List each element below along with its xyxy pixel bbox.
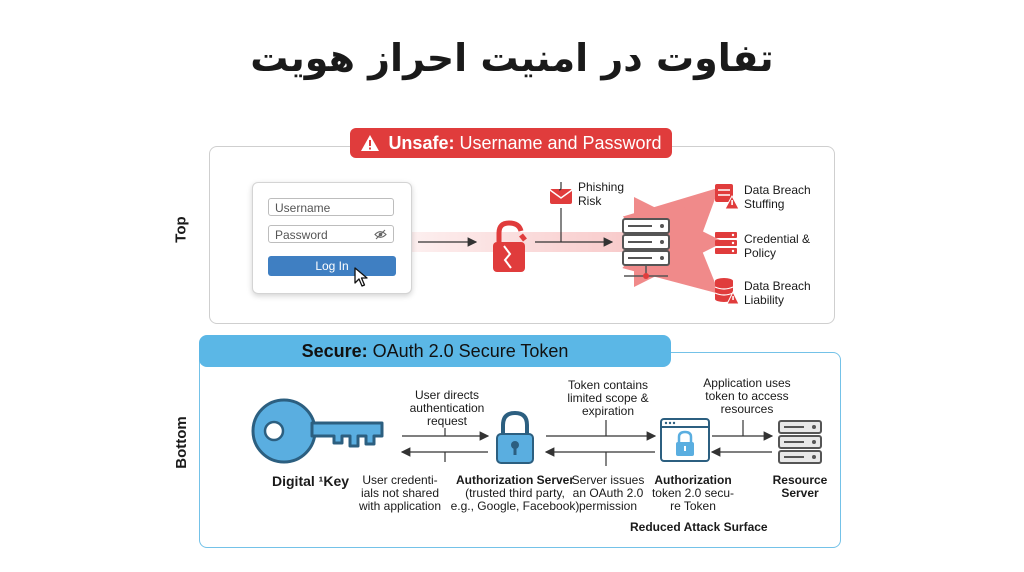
app-uses-line-3: resources xyxy=(720,402,774,416)
user-credentials-line-1: User credenti- xyxy=(362,473,438,487)
token-contains-label xyxy=(556,379,660,418)
auth-server-sub-2: e.g., Google, Facebook) xyxy=(450,499,580,513)
side-label-bottom: Bottom xyxy=(172,416,190,469)
secure-banner-text: OAuth 2.0 Secure Token xyxy=(367,340,569,361)
auth-token-sub-1: token 2.0 secu- xyxy=(651,486,735,500)
user-credentials-line-3: with application xyxy=(358,499,442,513)
token-contains-line-1: Token contains xyxy=(567,378,649,392)
phishing-line-1: Phishing xyxy=(578,180,625,194)
risk-2-line-2: Policy xyxy=(744,246,777,260)
reduced-attack-label: Reduced Attack Surface xyxy=(630,520,768,534)
secure-banner-strong: Secure: xyxy=(301,340,368,361)
server-issues-line-3: permission xyxy=(578,499,638,513)
phishing-line-2: Risk xyxy=(578,194,602,208)
auth-server-sub-1: (trusted third party, xyxy=(465,486,565,500)
side-label-top: Top xyxy=(172,216,190,243)
server-issues-line-1: Server issues xyxy=(571,473,645,487)
digital-key-label: Digital ¹Key xyxy=(272,473,350,489)
login-button[interactable]: Log In xyxy=(268,256,396,276)
risk-1-line-1: Data Breach xyxy=(744,183,811,197)
user-directs-label xyxy=(392,389,502,428)
app-uses-line-1: Application uses xyxy=(703,376,791,390)
server-issues-label xyxy=(566,474,650,513)
resource-server-label xyxy=(762,474,838,500)
unsafe-banner-text: Username and Password xyxy=(454,132,662,153)
resource-server-line-2: Server xyxy=(781,486,819,500)
risk-3-line-1: Data Breach xyxy=(744,279,811,293)
auth-server-title: Authorization Server xyxy=(455,473,575,487)
server-issues-line-2: an OAuth 2.0 xyxy=(572,486,644,500)
user-directs-line-2: authentication xyxy=(409,401,485,415)
user-directs-line-3: request xyxy=(426,414,468,428)
risk-2-line-1: Credential & xyxy=(744,232,811,246)
auth-token-title: Authorization xyxy=(654,473,732,487)
token-window-icon xyxy=(660,418,710,462)
auth-token-label xyxy=(648,474,738,513)
token-contains-line-2: limited scope & xyxy=(567,391,649,405)
risk-3-line-2: Liability xyxy=(744,293,785,307)
app-uses-line-2: token to access xyxy=(705,389,789,403)
app-uses-label xyxy=(692,377,802,416)
auth-server-label xyxy=(450,474,580,513)
risk-1-line-2: Stuffing xyxy=(744,197,785,211)
user-credentials-label xyxy=(352,474,448,513)
user-directs-line-1: User directs xyxy=(414,388,479,402)
unsafe-banner-strong: Unsafe: xyxy=(388,132,455,153)
username-field[interactable]: Username xyxy=(268,198,394,216)
resource-server-line-1: Resource xyxy=(772,473,828,487)
user-credentials-line-2: ials not shared xyxy=(360,486,440,500)
page-title: تفاوت در امنیت احراز هویت xyxy=(250,36,774,80)
auth-token-sub-2: re Token xyxy=(670,499,716,513)
resource-server-icon xyxy=(778,420,822,464)
password-placeholder: Password xyxy=(275,228,328,242)
token-contains-line-3: expiration xyxy=(581,404,635,418)
